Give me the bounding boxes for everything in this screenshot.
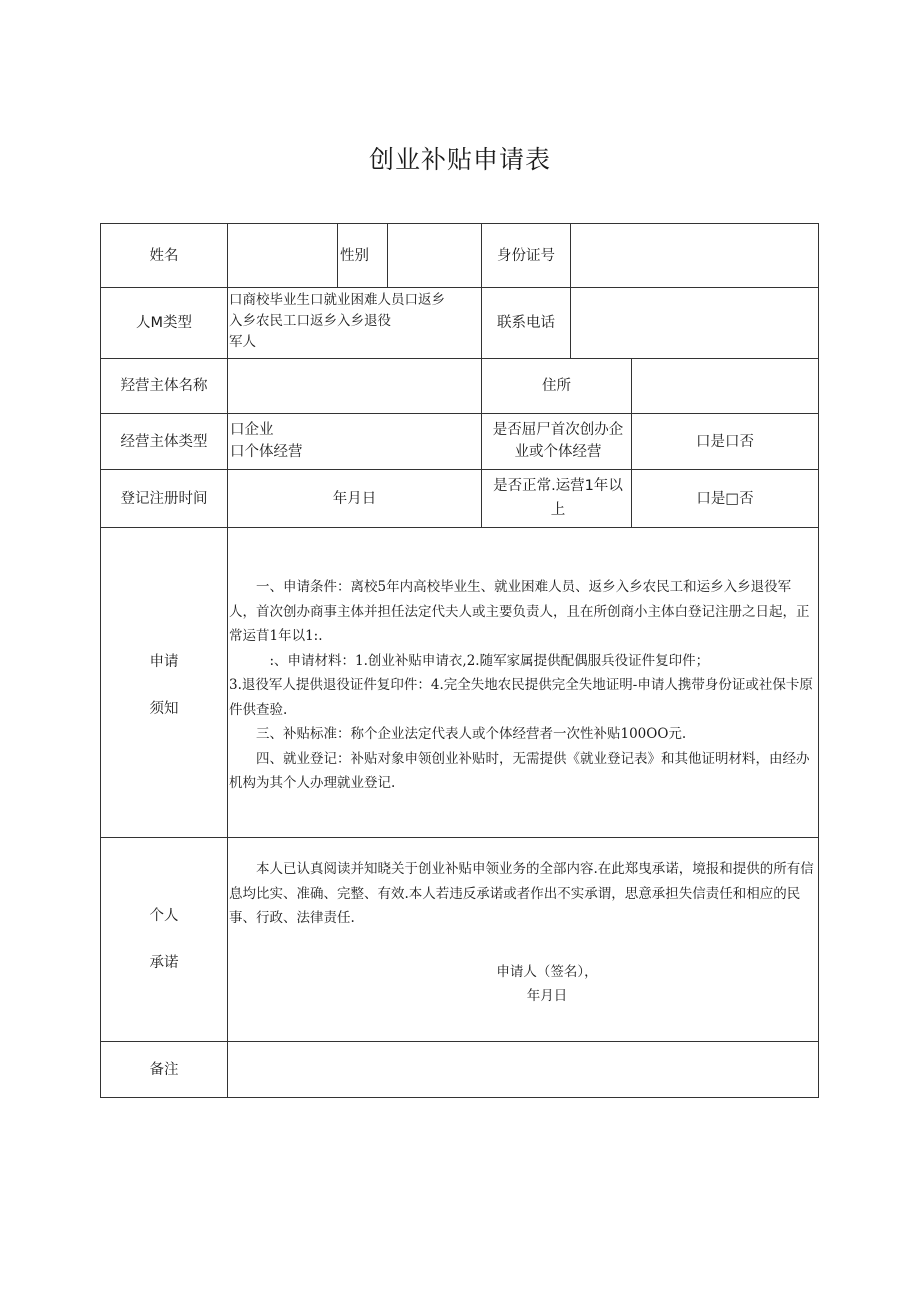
- entity-type-label: 经营主体类型: [120, 433, 208, 450]
- signature-label: 申请人（签名），: [496, 964, 598, 980]
- name-field[interactable]: [228, 224, 337, 287]
- id-number-field[interactable]: [571, 224, 818, 287]
- phone-field[interactable]: [571, 288, 818, 358]
- first-time-question-line: 业或个体经营: [514, 444, 602, 460]
- first-time-question-line: 是否屈尸首次创办企: [492, 422, 624, 438]
- person-type-label: 人M类型: [135, 315, 192, 331]
- notice-label-line: 须知: [149, 701, 179, 717]
- commitment-text: [229, 857, 817, 931]
- normal-operation-choice[interactable]: 口是□否: [696, 490, 754, 507]
- entity-type-option: 口个体经营: [230, 444, 303, 460]
- application-form-table: [100, 223, 819, 1098]
- commitment-label-line: 个人: [149, 908, 179, 924]
- notice-conditions: 一、申请条件：离校5年内高校毕业生、就业困难人员、返乡入乡农民工和运乡入乡退役军人，首次创办商事主体并担任法定代夫人或主要负责人，且在所创商小主体白登记注册之日起，正常运苜1年以1:.: [229, 579, 810, 644]
- address-field[interactable]: [632, 359, 818, 413]
- remarks-label: 备注: [149, 1061, 179, 1078]
- column-divider: [227, 224, 228, 1097]
- page-title: 创业补贴申请表: [368, 145, 551, 174]
- name-label: 姓名: [149, 247, 179, 264]
- first-time-choice[interactable]: 口是口否: [696, 433, 754, 450]
- notice-standard: 三、补贴标准：称个企业法定代表人或个体经营者一次性补贴100OO元.: [256, 726, 687, 742]
- entity-name-label: 羟营主体名称: [120, 378, 208, 394]
- person-type-options[interactable]: [229, 290, 481, 358]
- commitment-paragraph: 本人已认真阅读并知晓关于创业补贴申领业务的全部内容.在此郑曳承诺，境报和提供的所有信息均比实、准确、完整、有效.本人若违反承诺或者作出不实承谓，思意承担失信责任和相应的民事、行政、法律责任.: [229, 861, 814, 926]
- phone-label: 联系电话: [497, 315, 555, 331]
- gender-label: 性别: [340, 247, 369, 264]
- registration-time-label: 登记注册时间: [120, 490, 208, 507]
- notice-materials: :、申请材料：1.创业补贴申请衣,2.随军家属提供配偶服兵役证件复印件；: [269, 652, 710, 669]
- notice-content: [229, 575, 817, 796]
- registration-time-field[interactable]: 年月日: [332, 490, 377, 507]
- address-label: 住所: [542, 378, 571, 394]
- gender-field[interactable]: [388, 224, 481, 287]
- normal-operation-question-line: 上: [550, 502, 566, 518]
- commitment-label: [101, 838, 227, 1041]
- person-type-option-line: 入乡农民工口返乡入乡退役: [229, 313, 391, 329]
- normal-operation-question-line: 是否正常.运营1年以: [493, 478, 623, 494]
- remarks-field[interactable]: [228, 1042, 818, 1097]
- commitment-label-line: 承诺: [149, 955, 179, 971]
- normal-operation-question: [485, 474, 631, 526]
- person-type-option-line: 军人: [229, 334, 256, 350]
- entity-name-field[interactable]: [228, 359, 481, 413]
- id-number-label: 身份证号: [497, 247, 555, 264]
- notice-materials-cont: 3.退役军人提供退役证件复印件：4.完全失地农民提供完全失地证明-申请人携带身份证或社保卡原件供查验.: [229, 677, 813, 718]
- notice-label-line: 申请: [149, 654, 179, 670]
- notice-label: [101, 528, 227, 837]
- entity-type-options[interactable]: [230, 419, 480, 469]
- signature-date: 年月日: [526, 988, 568, 1004]
- first-time-question: [485, 419, 631, 469]
- person-type-option-line: 口商校毕业生口就业困难人员口返乡: [229, 292, 445, 308]
- entity-type-option: 口企业: [230, 422, 274, 438]
- signature-block[interactable]: [447, 960, 647, 1008]
- notice-registration: 四、就业登记：补贴对象申领创业补贴时，无需提供《就业登记表》和其他证明材料，由经办机构为其个人办理就业登记.: [229, 750, 810, 791]
